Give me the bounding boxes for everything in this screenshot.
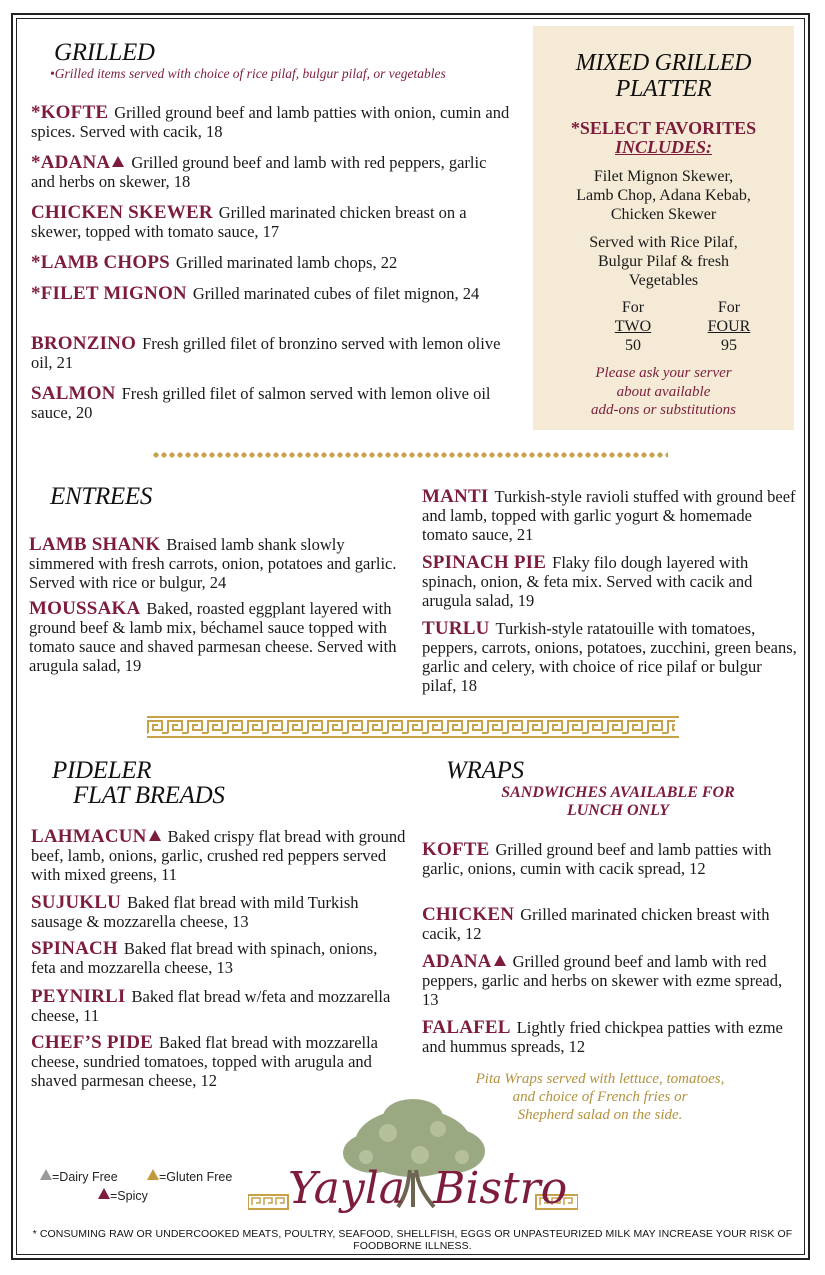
- legend-dairy-free: [38, 1169, 118, 1184]
- platter-ask-line: add-ons or substitutions: [590, 402, 737, 418]
- for-label: For: [717, 299, 741, 316]
- legend-label: =Gluten Free: [159, 1170, 233, 1184]
- item-name: CHEF’S PIDE: [31, 1032, 154, 1053]
- item-name: SALMON: [31, 383, 116, 404]
- platter-served: [533, 233, 794, 290]
- dairy-free-icon: [40, 1169, 52, 1180]
- gluten-free-icon: [147, 1169, 159, 1180]
- platter-ask-line: about available: [616, 383, 711, 400]
- item-name: *FILET MIGNON: [31, 283, 187, 304]
- two-label: TWO: [614, 318, 652, 335]
- menu-item-peynirli: [31, 987, 406, 1025]
- platter-ask: [533, 364, 794, 420]
- spicy-icon: [494, 955, 506, 966]
- legend-label: =Dairy Free: [52, 1170, 118, 1184]
- wraps-footnote-line: and choice of French fries or: [512, 1089, 688, 1105]
- item-desc: Baked flat bread with spinach, onions, feta and mozzarella cheese, 13: [31, 939, 378, 977]
- platter-title-1: MIXED GRILLED: [575, 50, 752, 76]
- item-desc: Grilled ground beef and lamb patties with onion, cumin and spices. Served with cacik, 18: [31, 103, 510, 141]
- item-desc: Lightly fried chickpea patties with ezme and hummus spreads, 12: [422, 1018, 783, 1056]
- platter-served-line: Bulgur Pilaf & fresh: [597, 253, 730, 270]
- item-desc: Turkish-style ratatouille with tomatoes, peppers, carrots, onions, potatoes, zucchini, green beans, garlic and celery, with choice of rice pilaf or bulgur pilaf, 18: [422, 619, 797, 695]
- wraps-note-line: SANDWICHES AVAILABLE FOR: [501, 784, 735, 801]
- platter-list-line: Filet Mignon Skewer,: [593, 168, 734, 185]
- menu-item-adana: [31, 153, 511, 191]
- wraps-footnote-line: Shepherd salad on the side.: [517, 1107, 683, 1123]
- mixed-platter-panel: [533, 26, 794, 430]
- item-name: CHICKEN: [422, 904, 515, 925]
- platter-list-line: Lamb Chop, Adana Kebab,: [576, 187, 751, 204]
- pideler-title-1: PIDELER: [52, 757, 152, 784]
- menu-item-filet-mignon: [31, 284, 511, 303]
- menu-item-lamb-shank: [29, 535, 399, 592]
- menu-item-moussaka: [29, 599, 399, 675]
- item-name: KOFTE: [422, 839, 490, 860]
- wrap-item-chicken: [422, 905, 790, 943]
- menu-item-spinach: [31, 939, 406, 977]
- menu-item-lamb-chops: [31, 253, 511, 272]
- item-name: BRONZINO: [31, 333, 137, 354]
- item-desc: Flaky filo dough layered with spinach, onion, & feta mix. Served with cacik and arugula salad, 19: [422, 553, 753, 610]
- spicy-icon: [98, 1188, 110, 1199]
- entrees-title: ENTREES: [50, 483, 153, 510]
- price-for-four: [699, 298, 759, 355]
- menu-item-lahmacun: [31, 827, 406, 884]
- item-name: *KOFTE: [31, 102, 109, 123]
- item-desc: Fresh grilled filet of bronzino served with lemon olive oil, 21: [31, 334, 501, 372]
- price-four: 95: [721, 337, 737, 354]
- wraps-footnote-line: Pita Wraps served with lettuce, tomatoes,: [475, 1071, 725, 1087]
- four-label: FOUR: [707, 318, 751, 335]
- menu-item-chefs-pide: [31, 1033, 406, 1090]
- spicy-icon: [112, 156, 124, 167]
- item-desc: Fresh grilled filet of salmon served with lemon olive oil sauce, 20: [31, 384, 491, 422]
- item-name: SUJUKLU: [31, 892, 122, 913]
- platter-list-line: Chicken Skewer: [610, 206, 717, 223]
- item-name: CHICKEN SKEWER: [31, 202, 213, 223]
- item-name: MOUSSAKA: [29, 598, 141, 619]
- item-name: LAHMACUN: [31, 826, 147, 847]
- yayla-bistro-logo: [248, 1095, 578, 1225]
- for-label: For: [621, 299, 645, 316]
- platter-served-line: Vegetables: [628, 272, 699, 289]
- dotted-divider: [152, 451, 668, 459]
- legend-label: =Spicy: [110, 1189, 148, 1203]
- item-name: PEYNIRLI: [31, 986, 126, 1007]
- platter-ask-line: Please ask your server: [595, 365, 732, 381]
- item-desc: Baked flat bread with mozzarella cheese, sundried tomatoes, topped with arugula and shaved parmesan cheese, 12: [31, 1033, 379, 1090]
- wraps-title: WRAPS: [446, 757, 524, 784]
- item-desc: Grilled marinated cubes of filet mignon, 24: [192, 284, 480, 303]
- greek-key-divider: [147, 716, 679, 738]
- menu-item-manti: [422, 487, 800, 544]
- item-desc: Baked, roasted eggplant layered with ground beef & lamb mix, béchamel sauce topped with tomato sauce and shaved parmesan cheese. Served with arugula salad, 19: [29, 599, 397, 675]
- menu-item-spinach-pie: [422, 553, 800, 610]
- menu-item-bronzino: [31, 334, 511, 372]
- item-desc: Grilled ground beef and lamb with red peppers, garlic and herbs on skewer with ezme spread, 13: [422, 952, 783, 1009]
- item-desc: Grilled ground beef and lamb with red peppers, garlic and herbs on skewer, 18: [31, 153, 487, 191]
- grilled-note: •Grilled items served with choice of rice pilaf, bulgur pilaf, or vegetables: [50, 66, 446, 81]
- item-desc: Baked flat bread with mild Turkish sausage & mozzarella cheese, 13: [31, 893, 359, 931]
- item-name: *LAMB CHOPS: [31, 252, 170, 273]
- menu-item-salmon: [31, 384, 511, 422]
- grilled-title: GRILLED: [54, 39, 155, 66]
- item-name: *ADANA: [31, 152, 111, 173]
- logo-word-1: Yayla: [288, 1163, 406, 1214]
- item-name: MANTI: [422, 486, 489, 507]
- platter-title-2: PLATTER: [615, 76, 712, 102]
- platter-served-line: Served with Rice Pilaf,: [589, 234, 738, 251]
- item-desc: Grilled marinated chicken breast with cacik, 12: [422, 905, 770, 943]
- greek-key-pattern: [147, 718, 675, 736]
- item-name: FALAFEL: [422, 1017, 511, 1038]
- item-desc: Grilled marinated lamb chops, 22: [175, 253, 398, 272]
- item-desc: Turkish-style ravioli stuffed with ground beef and lamb, topped with garlic yogurt & homemade tomato sauce, 21: [422, 487, 796, 544]
- price-for-two: [603, 298, 663, 355]
- menu-item-kofte: [31, 103, 511, 141]
- wraps-note-line: LUNCH ONLY: [566, 802, 670, 819]
- menu-item-chicken-skewer: [31, 203, 511, 241]
- item-name: ADANA: [422, 951, 492, 972]
- item-desc: Baked crispy flat bread with ground beef, lamb, onions, garlic, crushed red peppers served with mixed greens, 11: [31, 827, 406, 884]
- wrap-item-falafel: [422, 1018, 790, 1056]
- item-name: TURLU: [422, 618, 490, 639]
- item-desc: Grilled ground beef and lamb patties with garlic, onions, cumin with cacik spread, 12: [422, 840, 772, 878]
- platter-select: *SELECT FAVORITES: [570, 118, 757, 138]
- item-name: SPINACH: [31, 938, 118, 959]
- menu-item-turlu: [422, 619, 800, 695]
- logo-word-2: Bistro: [433, 1163, 568, 1214]
- menu-item-sujuklu: [31, 893, 406, 931]
- legend-gluten-free: [145, 1169, 232, 1184]
- wrap-item-kofte: [422, 840, 790, 878]
- food-safety-disclaimer: * CONSUMING RAW OR UNDERCOOKED MEATS, POULTRY, SEAFOOD, SHELLFISH, EGGS OR UNPASTEURIZED MILK MAY INCREASE YOUR RISK OF FOODBORNE ILLNESS.: [32, 1228, 793, 1252]
- wraps-note: [440, 784, 796, 820]
- item-name: SPINACH PIE: [422, 552, 547, 573]
- wrap-item-adana: [422, 952, 790, 1009]
- pideler-title-2: FLAT BREADS: [73, 782, 225, 809]
- platter-list: [533, 167, 794, 224]
- item-name: LAMB SHANK: [29, 534, 161, 555]
- platter-includes: INCLUDES:: [614, 137, 712, 157]
- price-two: 50: [625, 337, 641, 354]
- spicy-icon: [149, 830, 161, 841]
- item-desc: Baked flat bread w/feta and mozzarella cheese, 11: [31, 987, 391, 1025]
- item-desc: Braised lamb shank slowly simmered with fresh carrots, onion, potatoes and garlic. Served with rice or bulgur, 24: [29, 535, 397, 592]
- legend-spicy: [96, 1188, 148, 1203]
- item-desc: Grilled marinated chicken breast on a skewer, topped with tomato sauce, 17: [31, 203, 467, 241]
